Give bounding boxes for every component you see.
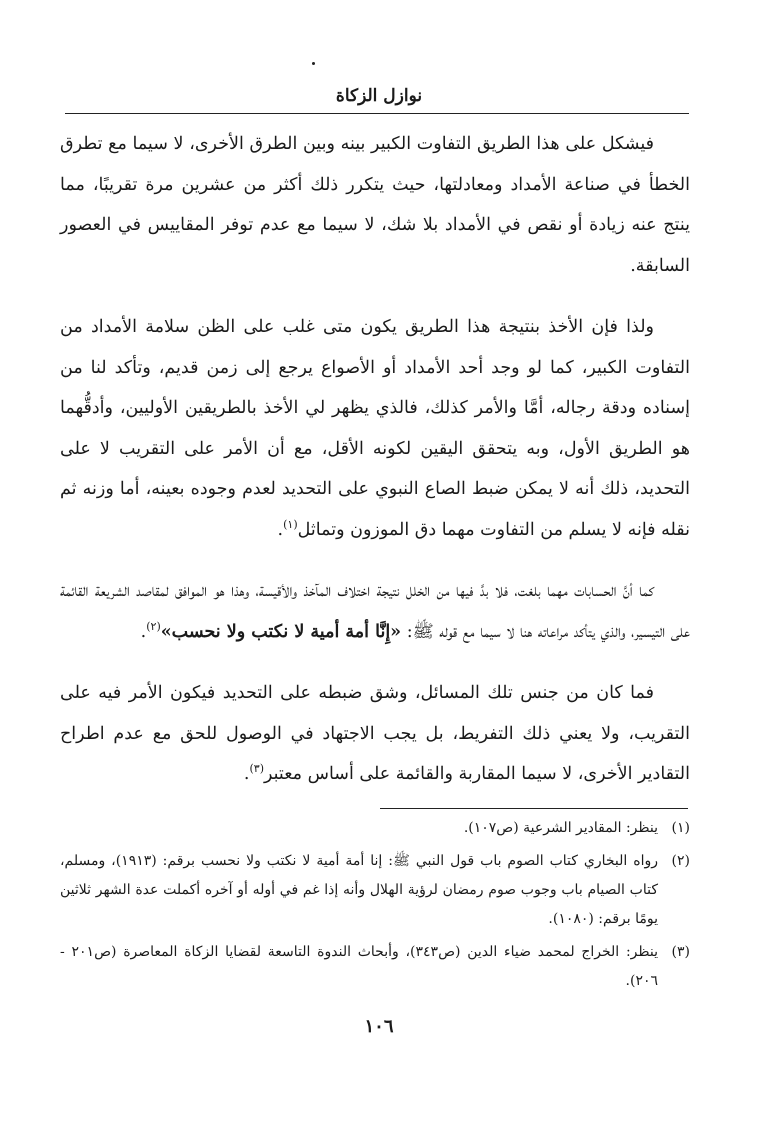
hadith-quote: «إِنَّا أمة أمية لا نكتب ولا نحسب» <box>160 621 402 642</box>
footnote-number: (٣) <box>671 944 690 960</box>
paragraph-4: فما كان من جنس تلك المسائل، وشق ضبطه على التحديد فيكون الأمر فيه على التقريب، ولا يعني ذلك التفريط، بل يجب الاجتهاد في الوصول للحق مع عدم اطراح التقادير الأخرى، لا سيما المقاربة والقائمة على أساس معتبر$^{(٣)}$. <box>60 683 690 784</box>
paragraph-2: ولذا فإن الأخذ بنتيجة هذا الطريق يكون متى غلب على الظن سلامة الأمداد من التفاوت الكبير، كما لو وجد أحد الأمداد أو الأصواع يرجع إلى زمن قديم، وتأكد لنا من إسناده ودقة رجاله، أمَّا والأمر كذلك، فالذي يظهر لي الأخذ بالطريقين الأوليين، وأدقُّهما هو الطريق الأول، وبه يتحقق اليقين لكونه الأقل، مع أن الأمر على التقريب لا على التحديد، ذلك أنه لا يمكن ضبط الصاع النبوي على التحديد لعدم وجوده بعينه، أما وزنه ثم نقله فإنه لا يسلم من التفاوت مهما دق الموزون وتماثل$^{(١)}$. <box>60 317 690 540</box>
paragraph-3: كما أنَّ الحسابات مهما بلغت، فلا بدَّ فيها من الخلل نتيجة اختلاف المآخذ والأقيسة، وهذا هو الموافق لمقاصد الشريعة القائمة على التيسير، والذي يتأكد مراعاته هنا لا سيما مع قوله ﷺ: «إِنَّا أمة أمية لا نكتب ولا نحسب»$^{(٢)}$. <box>60 581 690 642</box>
footnote-ref: (٣) <box>249 762 264 776</box>
page-number: ١٠٦ <box>364 1016 394 1037</box>
footnote-1 <box>60 814 690 843</box>
running-header-title: نوازل الزكاة <box>335 86 423 106</box>
footnote-ref: (١) <box>283 517 298 531</box>
main-text <box>60 124 690 795</box>
footnote-number: (٢) <box>671 853 690 869</box>
footnote-ref: (٢) <box>146 619 161 633</box>
ornament-dot <box>312 62 315 65</box>
footnotes <box>60 814 690 1000</box>
footnote-3 <box>60 938 690 996</box>
paragraph-1: فيشكل على هذا الطريق التفاوت الكبير بينه وبين الطرق الأخرى، لا سيما مع تطرق الخطأ في صناعة الأمداد ومعادلتها، حيث يتكرر ذلك أكثر من عشرين مرة تقريبًا، مما ينتج عنه زيادة أو نقص في الأمداد بلا شك، لا سيما مع عدم توفر المقاييس في العصور السابقة. <box>60 134 690 276</box>
footnote-text: رواه البخاري كتاب الصوم باب قول النبي ﷺ: إنا أمة أمية لا نكتب ولا نحسب برقم: (١٩١٣)، ومسلم، كتاب الصيام باب وجوب صوم رمضان لرؤية الهلال وأنه إذا غم في أوله أو آخره أكملت عدة الشهر ثلاثين يومًا برقم: (١٠٨٠). <box>60 853 658 927</box>
footnote-text: ينظر: الخراج لمحمد ضياء الدين (ص٣٤٣)، وأبحاث الندوة التاسعة لقضايا الزكاة المعاصرة (ص٢٠١ - ٢٠٦). <box>60 944 659 989</box>
header-divider <box>65 113 689 114</box>
footnote-divider <box>380 808 688 809</box>
footnote-number: (١) <box>671 820 690 836</box>
footnote-2 <box>60 847 690 934</box>
footnote-text: ينظر: المقادير الشرعية (ص١٠٧). <box>463 820 658 836</box>
